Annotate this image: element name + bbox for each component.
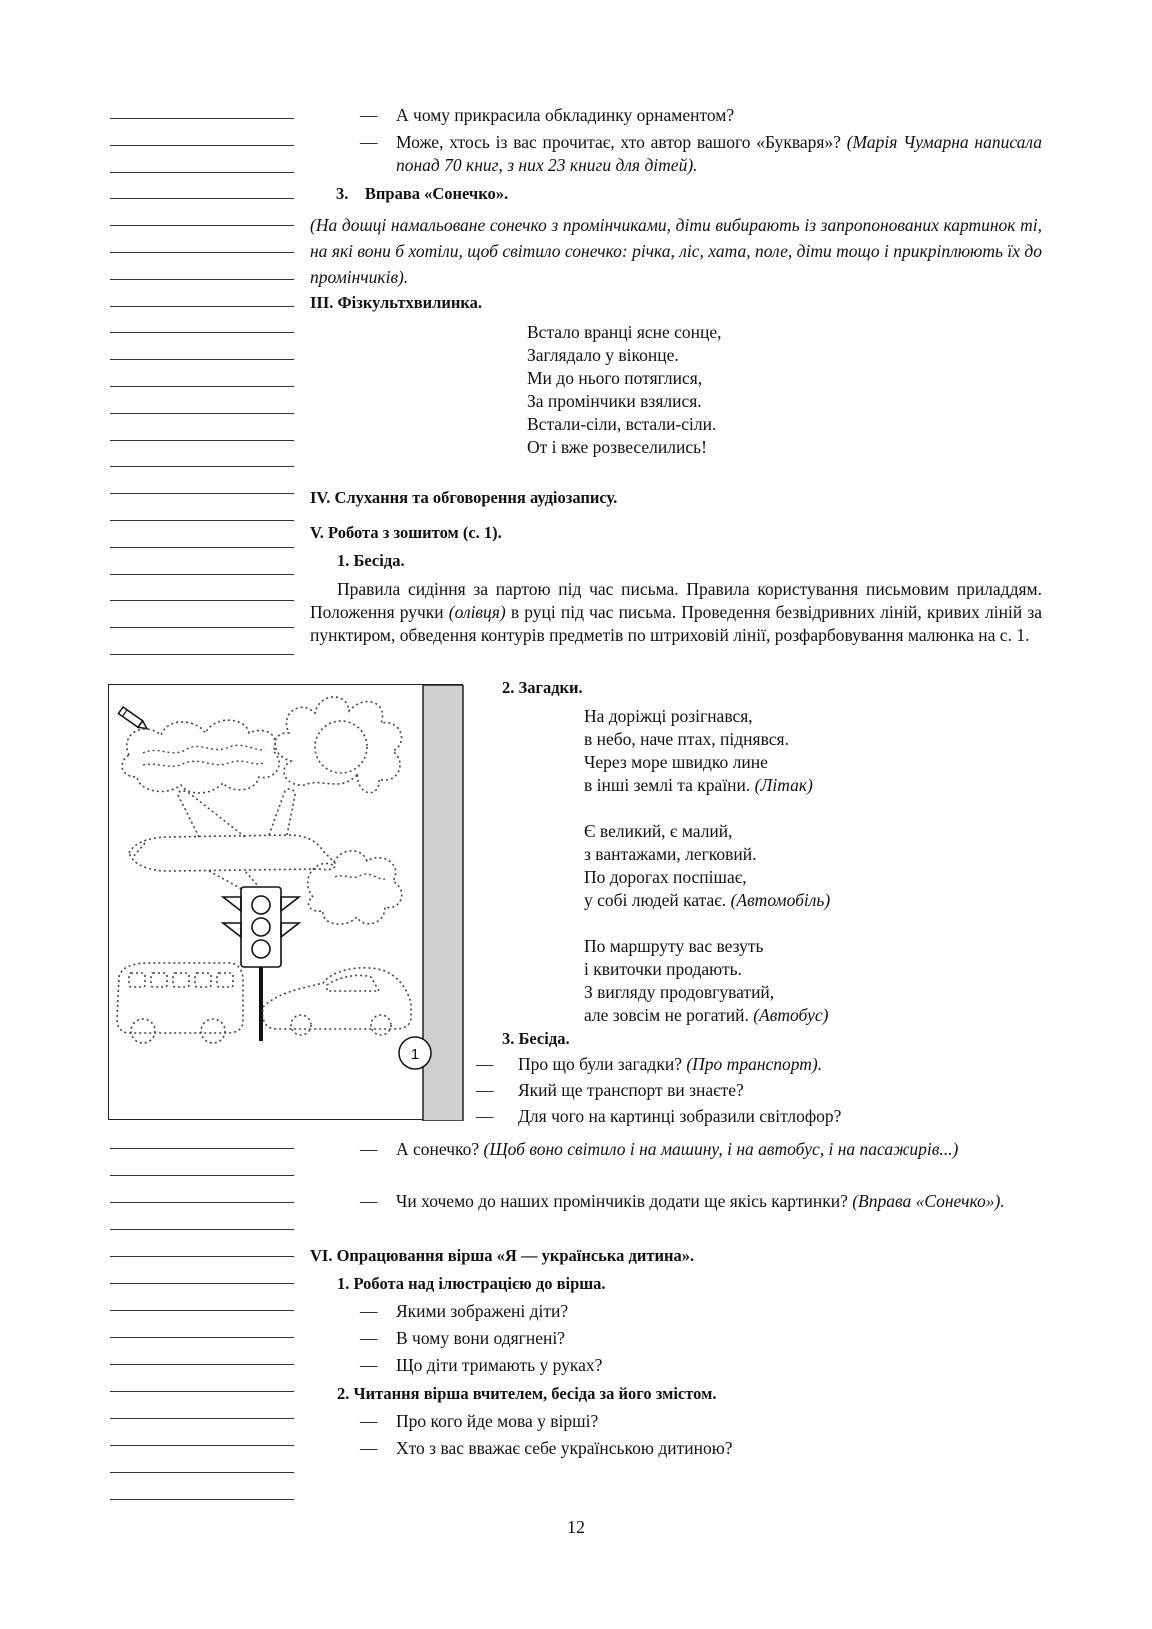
- riddle-line: з вантажами, легковий.: [584, 844, 757, 864]
- intro-note: (Марія Чумарна написала понад 70 книг, з них 23 книги для дітей).: [396, 132, 1043, 175]
- riddle-line: З вигляду продовгуватий,: [584, 982, 775, 1002]
- poem-line: За промінчики взялися.: [527, 391, 702, 411]
- margin-line: [110, 359, 294, 360]
- section-5-paragraph: [310, 578, 1042, 647]
- page-badge-number: 1: [410, 1046, 420, 1063]
- airplane-outline: [129, 789, 335, 895]
- margin-line: [110, 145, 294, 146]
- margin-line: [110, 493, 294, 494]
- conversation-text: Для чого на картинці зобразили світлофор?: [518, 1106, 842, 1126]
- section-3-title: III. Фізкультхвилинка.: [310, 293, 483, 312]
- margin-line: [110, 1175, 294, 1176]
- pencil-icon: [118, 707, 149, 732]
- page-number: 12: [567, 1517, 585, 1537]
- dash-bullet: —: [360, 1355, 378, 1375]
- riddle-line: [584, 1004, 828, 1026]
- poem-line: Встало вранці ясне сонце,: [527, 322, 722, 342]
- margin-line: [110, 600, 294, 601]
- poem-line: Заглядало у віконце.: [527, 345, 679, 365]
- margin-line: [110, 1364, 294, 1365]
- dash-bullet: —: [360, 1328, 378, 1348]
- dash-bullet: —: [476, 1080, 494, 1100]
- workbook-illustration: [108, 684, 463, 1120]
- dash-bullet: —: [476, 1054, 494, 1074]
- sun-outline: [275, 697, 402, 793]
- margin-line: [110, 1445, 294, 1446]
- margin-line: [110, 1391, 294, 1392]
- question-item: Хто з вас вважає себе українською дитиною?: [396, 1438, 733, 1458]
- margin-line: [110, 654, 294, 655]
- margin-line: [110, 225, 294, 226]
- margin-line: [110, 279, 294, 280]
- margin-line: [110, 547, 294, 548]
- section-6-sub-1: 1. Робота над ілюстрацією до вірша.: [337, 1274, 606, 1293]
- conversation-note: (Про транспорт).: [686, 1054, 823, 1074]
- dash-bullet: —: [360, 1191, 378, 1211]
- conversation-item: [518, 1053, 822, 1075]
- bus-outline: [117, 963, 243, 1043]
- margin-line: [110, 1229, 294, 1230]
- margin-line: [110, 198, 294, 199]
- exercise-sun-note: (На дошці намальоване сонечко з промінчиками, діти вибирають із запропонованих картинок ті, на які вони б хотіли, щоб світило сонечко: річка, ліс, хата, поле, діти тощо і прикріплюють їх до промінчиків).: [310, 215, 1042, 287]
- riddle-answer: (Автомобіль): [730, 890, 831, 910]
- riddle-line: Є великий, є малий,: [584, 821, 733, 841]
- section-6-sub-2: 2. Читання вірша вчителем, бесіда за його змістом.: [337, 1384, 717, 1403]
- riddle-line: Через море швидко лине: [584, 752, 768, 772]
- intro-question-2-text: Може, хтось із вас прочитає, хто автор вашого «Букваря»?: [396, 132, 841, 152]
- margin-line: [110, 1418, 294, 1419]
- conversation-item: [518, 1079, 744, 1101]
- dash-bullet: —: [360, 1411, 378, 1431]
- dash-bullet: —: [360, 105, 378, 125]
- exercise-sun-heading: [336, 183, 508, 205]
- margin-line: [110, 1283, 294, 1284]
- exercise-number: 3.: [336, 184, 349, 203]
- riddle-answer: (Літак): [754, 775, 813, 795]
- riddle-line: і квиточки продають.: [584, 959, 743, 979]
- margin-line: [110, 466, 294, 467]
- riddle-answer: (Автобус): [753, 1005, 829, 1025]
- add-question: [396, 1190, 1042, 1213]
- section-5-sub-3: 3. Бесіда.: [502, 1029, 570, 1048]
- add-question-note: (Вправа «Сонечко»).: [852, 1191, 1005, 1211]
- margin-line: [110, 252, 294, 253]
- sun-question-text: А сонечко?: [396, 1139, 480, 1159]
- margin-line: [110, 1256, 294, 1257]
- margin-line: [110, 440, 294, 441]
- conversation-text: Про що були загадки?: [518, 1054, 682, 1074]
- riddle-line: На доріжці розігнався,: [584, 706, 753, 726]
- dash-bullet: —: [476, 1106, 494, 1126]
- tracing-drawing: [109, 685, 464, 1121]
- margin-line: [110, 1472, 294, 1473]
- car-outline: [263, 968, 411, 1035]
- sun-question: [396, 1138, 1042, 1161]
- riddle-line-text: в інші землі та країни.: [584, 775, 751, 795]
- poem-line: От і вже розвеселились!: [527, 437, 707, 457]
- conversation-text: Який ще транспорт ви знаєте?: [518, 1080, 744, 1100]
- margin-line: [110, 1337, 294, 1338]
- sun-question-note: (Щоб воно світило і на машину, і на автобус, і на пасажирів...): [483, 1139, 959, 1159]
- riddle-line: [584, 774, 813, 796]
- question-item: Що діти тримають у руках?: [396, 1355, 603, 1375]
- cloud-outline: [122, 720, 279, 793]
- margin-line: [110, 1499, 294, 1500]
- margin-line: [110, 386, 294, 387]
- margin-line: [110, 1148, 294, 1149]
- dash-bullet: —: [360, 1301, 378, 1321]
- riddle-line: По дорогах поспішає,: [584, 867, 747, 887]
- paragraph-italic: (олівця): [448, 602, 506, 622]
- dash-bullet: —: [360, 132, 378, 152]
- margin-line: [110, 627, 294, 628]
- margin-line: [110, 172, 294, 173]
- margin-line: [110, 413, 294, 414]
- conversation-item: [518, 1105, 841, 1127]
- margin-line: [110, 1202, 294, 1203]
- question-item: В чому вони одягнені?: [396, 1328, 565, 1348]
- margin-line: [110, 118, 294, 119]
- riddle-line-text: але зовсім не рогатий.: [584, 1005, 749, 1025]
- riddle-line: По маршруту вас везуть: [584, 936, 764, 956]
- poem-line: Ми до нього потяглися,: [527, 368, 703, 388]
- paragraph-part-a: Правила сидіння за партою під час письма. Правила користування письмовим приладдям. Положення ручки: [310, 579, 1042, 622]
- margin-line: [110, 1310, 294, 1311]
- riddle-line-text: у собі людей катає.: [584, 890, 727, 910]
- margin-line: [110, 306, 294, 307]
- section-5-title: V. Робота з зошитом (с. 1).: [310, 523, 502, 542]
- margin-line: [110, 574, 294, 575]
- riddle-line: в небо, наче птах, піднявся.: [584, 729, 789, 749]
- section-5-sub-2: 2. Загадки.: [502, 678, 583, 697]
- riddle-line: [584, 889, 830, 911]
- section-6-title: VI. Опрацювання вірша «Я — українська дитина».: [310, 1246, 695, 1265]
- small-cloud-outline: [308, 851, 402, 924]
- question-item: Якими зображені діти?: [396, 1301, 569, 1321]
- section-4-title: IV. Слухання та обговорення аудіозапису.: [310, 488, 618, 507]
- poem-line: Встали-сіли, встали-сіли.: [527, 414, 717, 434]
- paragraph-part-b: в руці під час письма. Проведення безвідривних ліній, кривих ліній за пунктиром, обведення контурів предметів по штриховій лінії, розфарбовування малюнка на с. 1.: [310, 602, 1043, 645]
- add-question-text: Чи хочемо до наших промінчиків додати ще якісь картинки?: [396, 1191, 848, 1211]
- intro-question-2: [396, 131, 1042, 177]
- dash-bullet: —: [360, 1438, 378, 1458]
- question-item: Про кого йде мова у вірші?: [396, 1411, 599, 1431]
- section-5-sub-1: 1. Бесіда.: [337, 551, 405, 570]
- dash-bullet: —: [360, 1139, 378, 1159]
- exercise-title: Вправа «Сонечко».: [364, 184, 509, 203]
- margin-line: [110, 332, 294, 333]
- margin-line: [110, 520, 294, 521]
- intro-question-1: А чому прикрасила обкладинку орнаментом?: [396, 105, 735, 125]
